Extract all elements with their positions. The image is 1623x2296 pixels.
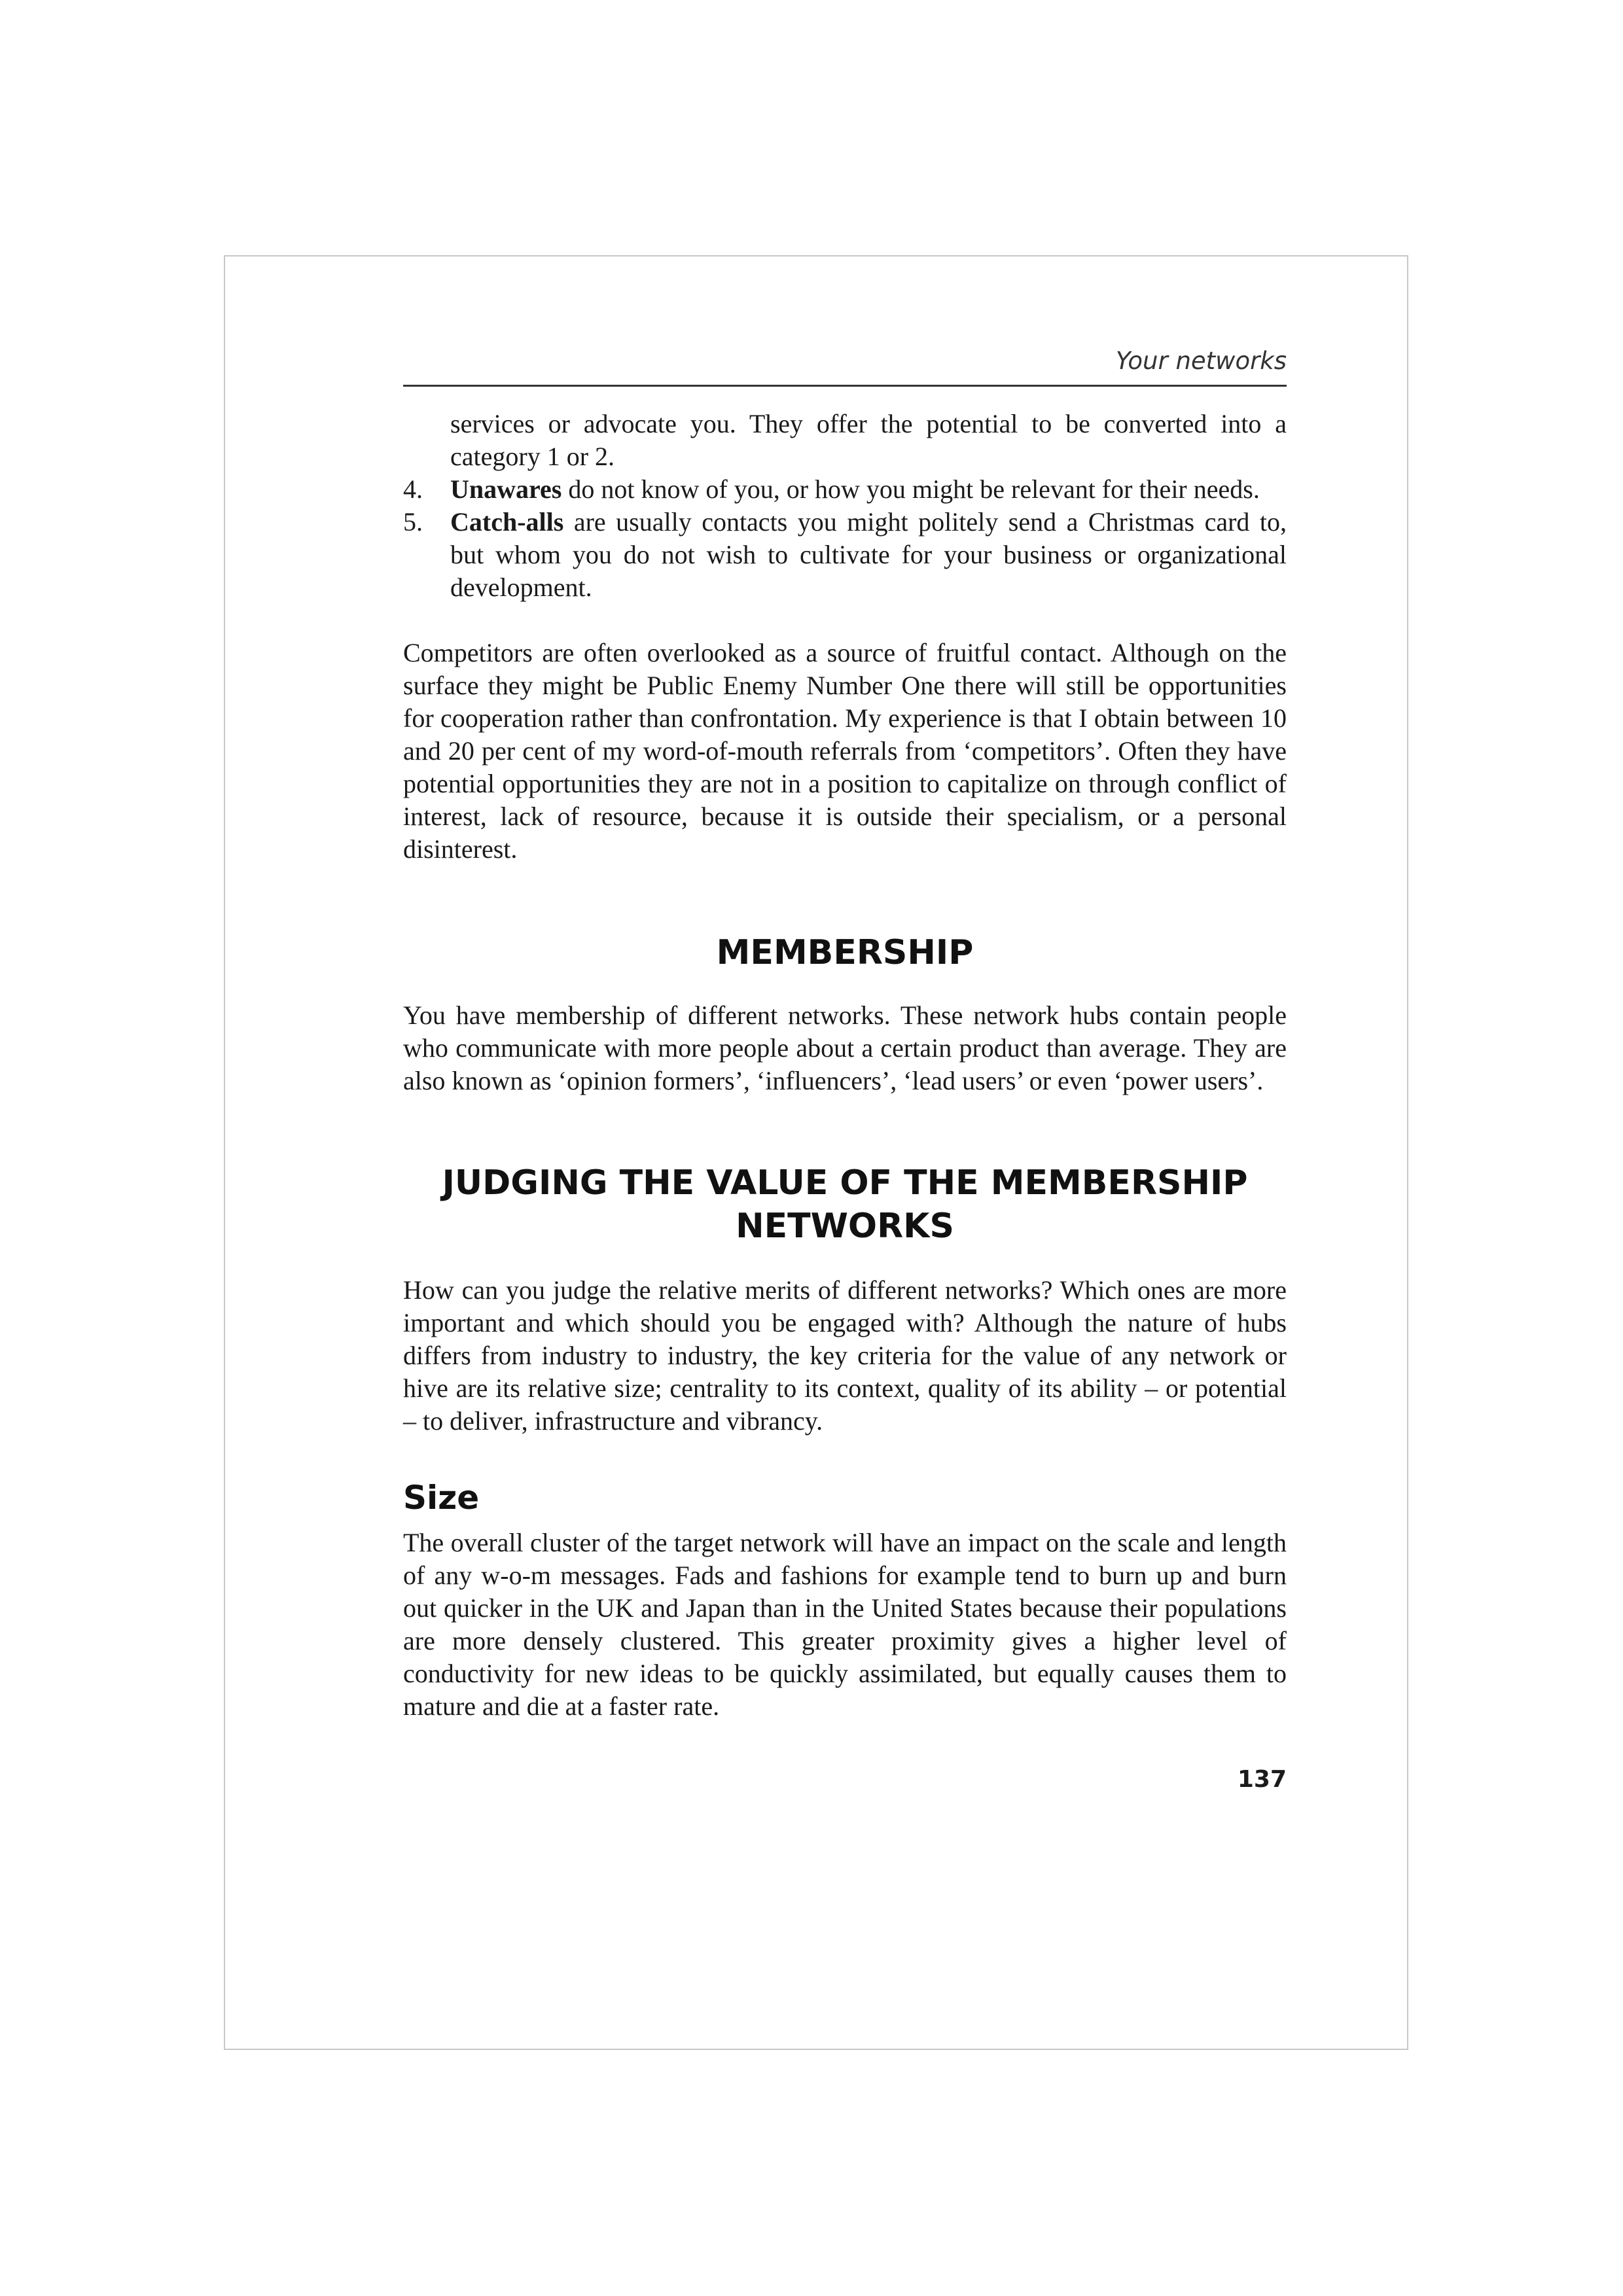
- list-term: Catch-alls: [450, 507, 564, 537]
- list-continuation: [403, 408, 1287, 473]
- list-continuation-text: services or advocate you. They offer the potential to be converted into a category 1 or 2.: [450, 409, 1287, 472]
- list-item-catch-alls: [403, 506, 1287, 604]
- list-number: 4.: [403, 474, 423, 504]
- list-term: Unawares: [450, 474, 562, 504]
- running-header: Your networks: [403, 347, 1287, 387]
- page-number: 137: [1237, 1766, 1287, 1793]
- list-number: 5.: [403, 507, 423, 537]
- competitors-paragraph: Competitors are often overlooked as a source of fruitful contact. Although on the surface they might be Public Enemy Number One there will still be opportunities for cooperation rather than confrontation. My experience is that I obtain between 10 and 20 per cent of my word-of-mouth referrals from ‘competitors’. Often they have potential opportunities they are not in a position to capitalize on through conflict of interest, lack of resource, because it is outside their specialism, or a personal disinterest.: [403, 638, 1287, 864]
- size-paragraph: The overall cluster of the target network will have an impact on the scale and length of any w-o-m messages. Fads and fashions for example tend to burn up and burn out quicker in the UK and Japan than in the United States because their populations are more densely clustered. This greater proximity gives a higher level of conductivity for new ideas to be quickly assimilated, but equally causes them to mature and die at a faster rate.: [403, 1528, 1287, 1722]
- numbered-list: [403, 408, 1287, 604]
- size-heading: Size: [403, 1479, 480, 1517]
- list-item-unawares: [403, 473, 1287, 506]
- page-content: [403, 347, 1287, 1793]
- membership-paragraph: You have membership of different networks. These network hubs contain people who communicate with more people about a certain product than average. They are also known as ‘opinion formers’, ‘influencers’, ‘lead users’ or even ‘power users’.: [403, 1000, 1287, 1096]
- list-item-text: are usually contacts you might politely send a Christmas card to, but whom you do not wish to cultivate for your business or organizational development.: [450, 507, 1287, 603]
- judging-heading: [403, 1161, 1287, 1248]
- judging-heading-line2: NETWORKS: [736, 1207, 954, 1246]
- judging-paragraph: How can you judge the relative merits of different networks? Which ones are more important and which should you be engaged with? Although the nature of hubs differs from industry to industry, the key criteria for the value of any network or hive are its relative size; centrality to its context, quality of its ability – or potential – to deliver, infrastructure and vibrancy.: [403, 1275, 1287, 1436]
- list-item-text: do not know of you, or how you might be relevant for their needs.: [562, 474, 1260, 504]
- judging-heading-line1: JUDGING THE VALUE OF THE MEMBERSHIP: [442, 1163, 1248, 1203]
- membership-heading: MEMBERSHIP: [716, 933, 974, 973]
